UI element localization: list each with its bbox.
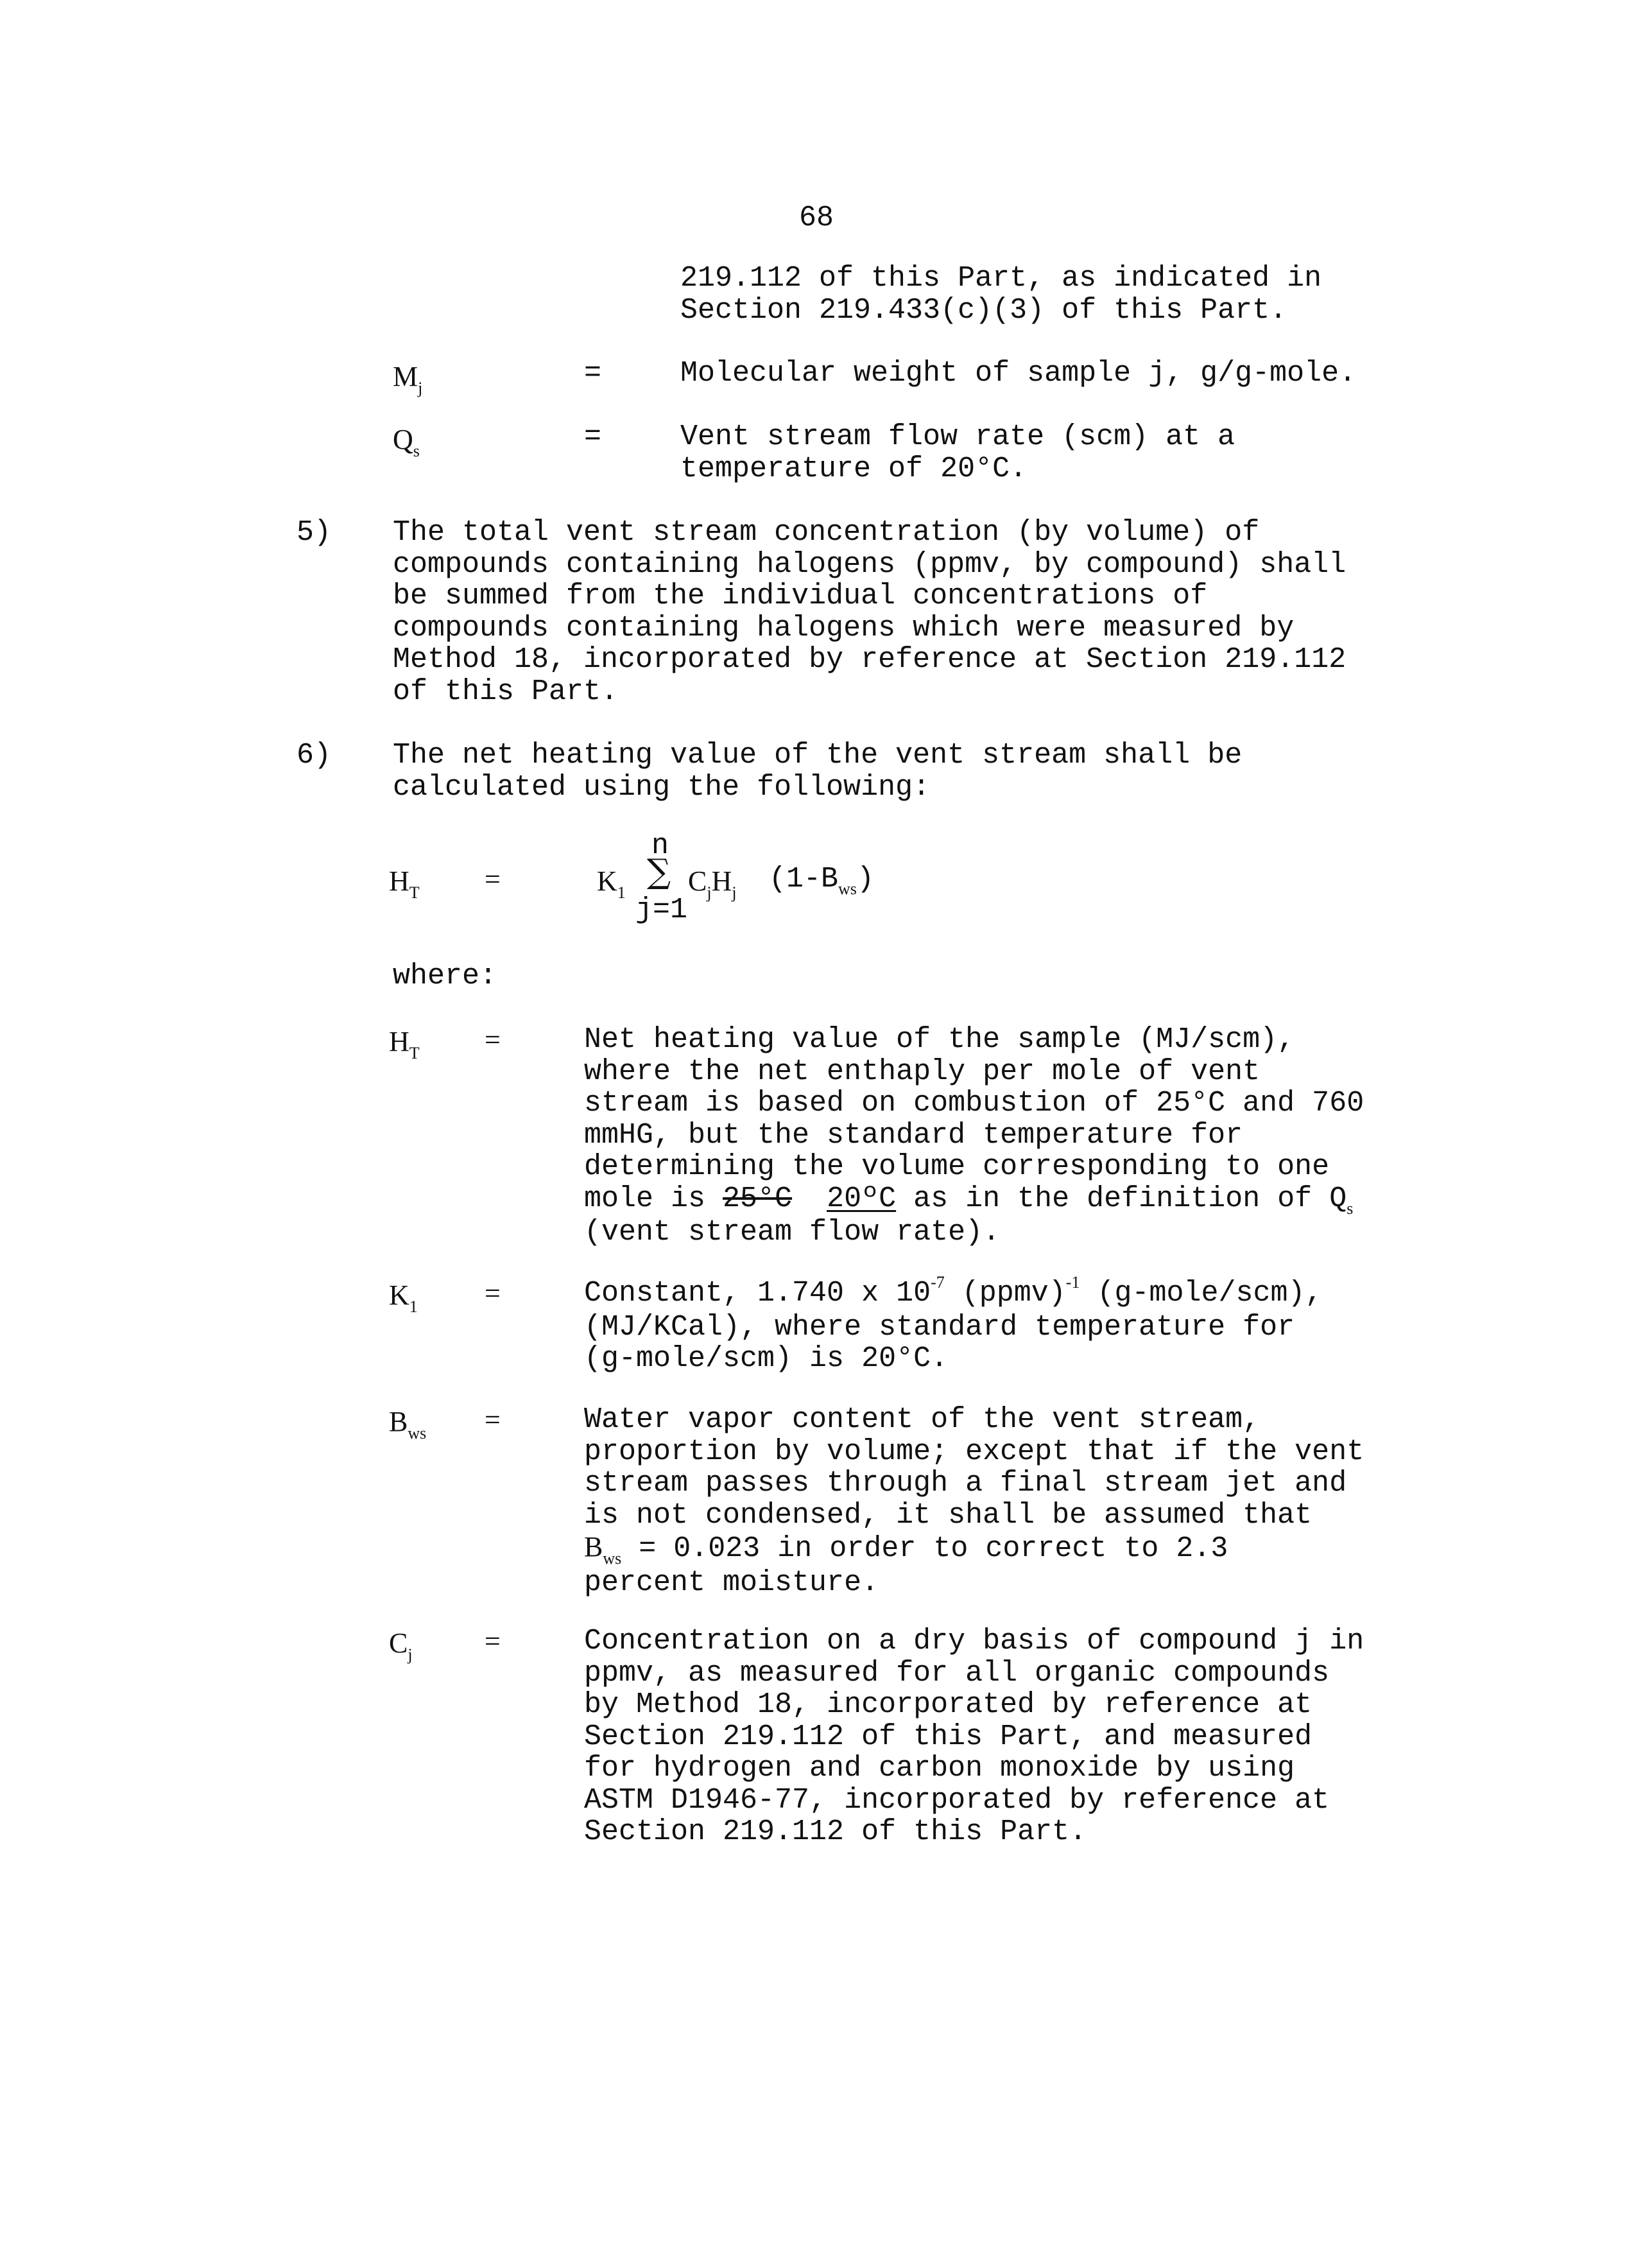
text-run: (ppmv) bbox=[944, 1277, 1066, 1310]
struck-text: 25°C bbox=[723, 1182, 793, 1215]
symbol-subscript: j bbox=[408, 1645, 413, 1664]
superscript: -1 bbox=[1065, 1273, 1080, 1292]
cj-definition bbox=[584, 1625, 1364, 1848]
qs-definition bbox=[680, 421, 1235, 485]
subscript: ws bbox=[603, 1549, 622, 1568]
definition-line: ASTM D1946-77, incorporated by reference at bbox=[584, 1783, 1330, 1817]
paragraph-line: The net heating value of the vent stream shall be bbox=[393, 739, 1243, 772]
k-letter: K bbox=[597, 865, 617, 897]
symbol-letter: Q bbox=[393, 424, 413, 455]
spacer bbox=[792, 1182, 827, 1215]
paragraph-line: compounds containing halogens (ppmv, by compound) shall bbox=[393, 548, 1346, 581]
definition-line: Vent stream flow rate (scm) at a bbox=[680, 420, 1235, 453]
equals-sign: = bbox=[485, 1404, 501, 1435]
symbol-letter: K bbox=[389, 1279, 409, 1311]
definition-line: stream passes through a final stream jet and bbox=[584, 1467, 1347, 1500]
definition-line: percent moisture. bbox=[584, 1566, 879, 1599]
item-5-text bbox=[393, 517, 1346, 707]
definition-line bbox=[584, 1183, 1364, 1217]
symbol-subscript: j bbox=[418, 379, 423, 397]
where-label: where: bbox=[393, 960, 497, 992]
definition-line: Water vapor content of the vent stream, bbox=[584, 1403, 1260, 1436]
definition-line: ppmv, as measured for all organic compounds bbox=[584, 1656, 1330, 1690]
lhs-letter: H bbox=[389, 865, 409, 897]
continuation-line: 219.112 of this Part, as indicated in bbox=[680, 262, 1322, 295]
definition-line bbox=[584, 1531, 1364, 1567]
h-subscript: j bbox=[732, 883, 737, 902]
definition-line: (MJ/KCal), where standard temperature for bbox=[584, 1310, 1295, 1344]
equals-sign: = bbox=[485, 1024, 501, 1055]
symbol-subscript: ws bbox=[408, 1424, 427, 1442]
paragraph-line: Method 18, incorporated by reference at Section 219.112 bbox=[393, 643, 1346, 676]
definition-line: Section 219.112 of this Part, and measured bbox=[584, 1720, 1312, 1753]
definition-line: determining the volume corresponding to one bbox=[584, 1150, 1330, 1183]
factor-open: (1-B bbox=[769, 863, 839, 896]
item-number: 5) bbox=[297, 516, 332, 549]
inserted-text: 20ºC bbox=[827, 1182, 897, 1215]
text-run: (g-mole/scm), bbox=[1080, 1277, 1323, 1310]
c-letter: C bbox=[688, 865, 707, 897]
equals-sign: = bbox=[485, 1277, 501, 1309]
symbol-letter: C bbox=[389, 1627, 408, 1659]
h-letter: H bbox=[711, 865, 732, 897]
text-run: Constant, 1.740 x 10 bbox=[584, 1277, 931, 1310]
symbol-qs bbox=[393, 424, 420, 460]
definition-line: by Method 18, incorporated by reference at bbox=[584, 1688, 1312, 1721]
k1-definition bbox=[584, 1273, 1323, 1375]
ht-definition bbox=[584, 1024, 1364, 1249]
symbol-k1 bbox=[389, 1279, 418, 1315]
k-subscript: 1 bbox=[617, 883, 626, 902]
definition-line: Concentration on a dry basis of compound j in bbox=[584, 1625, 1364, 1658]
factor-subscript: ws bbox=[838, 879, 857, 898]
equals-sign: = bbox=[584, 357, 602, 390]
moisture-factor bbox=[769, 863, 874, 897]
symbol-subscript: s bbox=[413, 442, 420, 460]
c-subscript: j bbox=[707, 883, 712, 902]
bws-definition bbox=[584, 1404, 1364, 1598]
continuation-text bbox=[680, 263, 1321, 326]
text-run: as in the definition of Q bbox=[896, 1182, 1347, 1215]
definition-line: Net heating value of the sample (MJ/scm), bbox=[584, 1023, 1295, 1056]
definition-line: for hydrogen and carbon monoxide by using bbox=[584, 1752, 1295, 1785]
equation-lhs bbox=[389, 865, 420, 901]
page-number: 68 bbox=[799, 202, 834, 234]
definition-line: (g-mole/scm) is 20°C. bbox=[584, 1342, 949, 1375]
paragraph-line: be summed from the individual concentrations of bbox=[393, 580, 1208, 612]
definition-line: proportion by volume; except that if the vent bbox=[584, 1435, 1364, 1468]
subscript: s bbox=[1346, 1199, 1354, 1218]
symbol-mj bbox=[393, 361, 422, 397]
paragraph-line: The total vent stream concentration (by volume) of bbox=[393, 516, 1260, 549]
paragraph-line: compounds containing halogens which were measured by bbox=[393, 611, 1295, 645]
symbol-subscript: 1 bbox=[409, 1297, 418, 1316]
symbol-letter: B bbox=[389, 1406, 408, 1437]
definition-line: temperature of 20°C. bbox=[680, 452, 1028, 485]
symbol-subscript: T bbox=[409, 1044, 420, 1062]
symbol-bws bbox=[389, 1406, 426, 1442]
cj-hj-term bbox=[688, 865, 737, 901]
item-6-text bbox=[393, 740, 1242, 803]
superscript: -7 bbox=[931, 1273, 945, 1292]
symbol-ht bbox=[389, 1026, 420, 1062]
lhs-subscript: T bbox=[409, 883, 420, 902]
definition-line: mmHG, but the standard temperature for bbox=[584, 1118, 1243, 1152]
equals-sign: = bbox=[485, 1625, 501, 1657]
symbol-letter: M bbox=[393, 361, 418, 392]
definition-line: stream is based on combustion of 25°C and 760 bbox=[584, 1087, 1364, 1120]
k1-term bbox=[597, 865, 626, 901]
equals-sign: = bbox=[485, 863, 501, 895]
factor-close: ) bbox=[856, 863, 874, 896]
sum-lower-limit: j=1 bbox=[635, 894, 688, 926]
paragraph-line: of this Part. bbox=[393, 675, 619, 708]
mj-definition: Molecular weight of sample j, g/g-mole. bbox=[680, 357, 1357, 390]
symbol-cj bbox=[389, 1627, 413, 1663]
text-run: = 0.023 in order to correct to 2.3 bbox=[621, 1532, 1228, 1565]
text-run: mole is bbox=[584, 1182, 723, 1215]
definition-line: where the net enthaply per mole of vent bbox=[584, 1055, 1260, 1088]
continuation-line: Section 219.433(c)(3) of this Part. bbox=[680, 293, 1287, 327]
sum-upper-limit: n bbox=[651, 829, 669, 862]
summation-icon: ∑ bbox=[647, 853, 671, 891]
paragraph-line: calculated using the following: bbox=[393, 770, 931, 804]
symbol-letter: H bbox=[389, 1026, 409, 1057]
item-number: 6) bbox=[297, 739, 332, 772]
symbol-letter: B bbox=[584, 1531, 603, 1562]
equals-sign: = bbox=[584, 420, 602, 453]
definition-line: (vent stream flow rate). bbox=[584, 1216, 1001, 1249]
definition-line: Section 219.112 of this Part. bbox=[584, 1815, 1087, 1848]
definition-line bbox=[584, 1273, 1323, 1311]
definition-line: is not condensed, it shall be assumed that bbox=[584, 1498, 1312, 1532]
